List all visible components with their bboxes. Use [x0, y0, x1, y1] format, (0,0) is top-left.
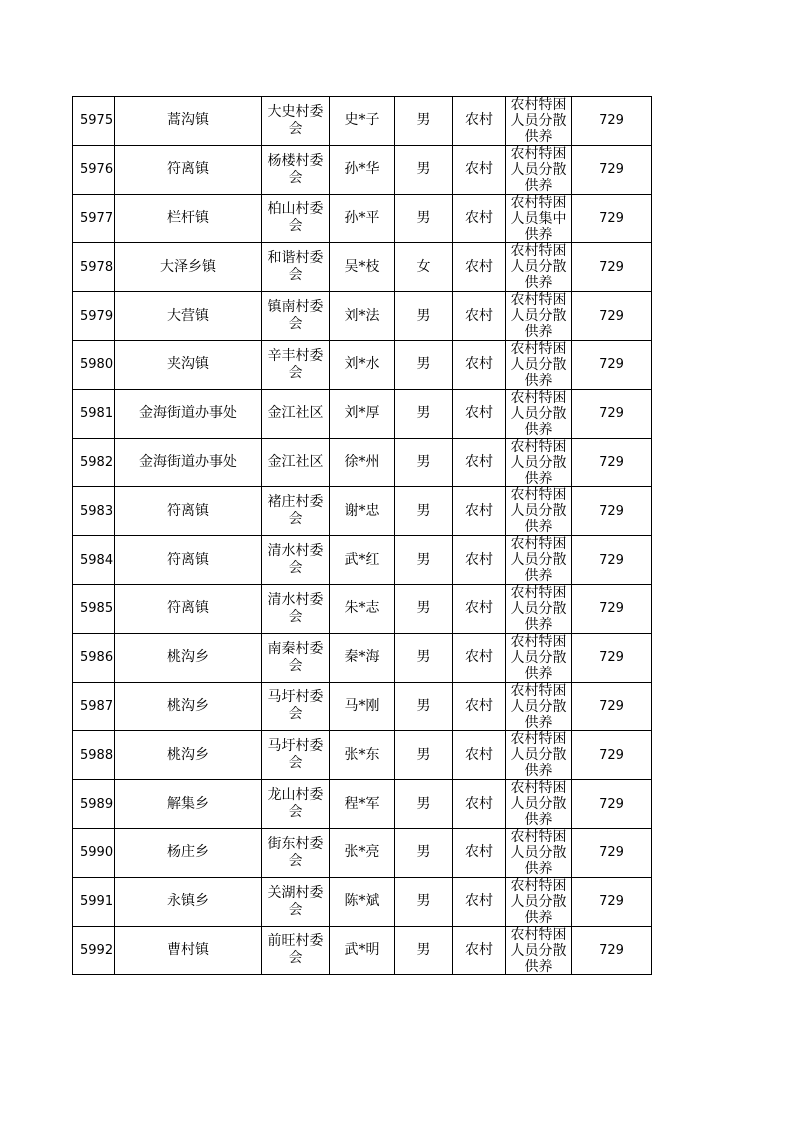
village-cell	[262, 828, 330, 877]
town-cell: 杨庄乡	[115, 828, 262, 877]
category-cell	[506, 877, 572, 926]
village-cell-text: 杨楼村委会	[267, 152, 324, 186]
village-cell	[262, 292, 330, 341]
category-cell	[506, 633, 572, 682]
category-cell	[506, 194, 572, 243]
town-cell: 解集乡	[115, 780, 262, 829]
gender-cell: 男	[395, 97, 453, 146]
gender-cell: 男	[395, 828, 453, 877]
category-cell	[506, 389, 572, 438]
name-cell: 刘*水	[330, 340, 395, 389]
name-cell: 程*军	[330, 780, 395, 829]
gender-cell: 男	[395, 389, 453, 438]
category-cell	[506, 97, 572, 146]
town-cell: 栏杆镇	[115, 194, 262, 243]
name-cell: 武*红	[330, 536, 395, 585]
residence-cell: 农村	[453, 243, 506, 292]
row-id-cell: 5981	[73, 389, 115, 438]
category-cell-text: 农村特困人员分散供养	[510, 584, 567, 631]
category-cell-text: 农村特困人员分散供养	[510, 145, 567, 192]
town-cell: 桃沟乡	[115, 682, 262, 731]
village-cell	[262, 97, 330, 146]
category-cell-text: 农村特困人员分散供养	[510, 97, 567, 143]
residence-cell: 农村	[453, 389, 506, 438]
table-row	[73, 243, 652, 292]
town-cell: 符离镇	[115, 145, 262, 194]
gender-cell: 男	[395, 780, 453, 829]
town-cell: 符离镇	[115, 584, 262, 633]
category-cell-text: 农村特困人员分散供养	[510, 438, 567, 485]
table-row	[73, 731, 652, 780]
town-cell: 蒿沟镇	[115, 97, 262, 146]
village-cell-text: 镇南村委会	[267, 299, 324, 333]
category-cell-text: 农村特困人员分散供养	[510, 389, 567, 436]
town-cell: 大营镇	[115, 292, 262, 341]
amount-cell: 729	[572, 340, 652, 389]
row-id-cell: 5977	[73, 194, 115, 243]
village-cell-text: 马圩村委会	[267, 689, 324, 723]
table-row	[73, 438, 652, 487]
category-cell	[506, 682, 572, 731]
table-row	[73, 97, 652, 146]
residence-cell: 农村	[453, 340, 506, 389]
amount-cell: 729	[572, 780, 652, 829]
name-cell: 孙*华	[330, 145, 395, 194]
gender-cell: 男	[395, 682, 453, 731]
residence-cell: 农村	[453, 97, 506, 146]
table-row	[73, 780, 652, 829]
table-row	[73, 926, 652, 975]
row-id-cell: 5985	[73, 584, 115, 633]
village-cell	[262, 877, 330, 926]
residence-cell: 农村	[453, 292, 506, 341]
village-cell-text: 辛丰村委会	[267, 347, 324, 381]
village-cell-text: 马圩村委会	[267, 738, 324, 772]
amount-cell: 729	[572, 194, 652, 243]
name-cell: 孙*平	[330, 194, 395, 243]
category-cell	[506, 145, 572, 194]
gender-cell: 男	[395, 194, 453, 243]
town-cell: 桃沟乡	[115, 633, 262, 682]
row-id-cell: 5975	[73, 97, 115, 146]
category-cell	[506, 292, 572, 341]
category-cell-text: 农村特困人员分散供养	[510, 487, 567, 534]
residence-cell: 农村	[453, 487, 506, 536]
amount-cell: 729	[572, 682, 652, 731]
village-cell	[262, 487, 330, 536]
town-cell: 桃沟乡	[115, 731, 262, 780]
category-cell-text: 农村特困人员集中供养	[510, 194, 567, 241]
category-cell-text: 农村特困人员分散供养	[510, 340, 567, 387]
gender-cell: 男	[395, 926, 453, 975]
amount-cell: 729	[572, 536, 652, 585]
gender-cell: 男	[395, 633, 453, 682]
residence-cell: 农村	[453, 584, 506, 633]
village-cell	[262, 438, 330, 487]
amount-cell: 729	[572, 438, 652, 487]
row-id-cell: 5976	[73, 145, 115, 194]
village-cell	[262, 731, 330, 780]
category-cell	[506, 487, 572, 536]
table-row	[73, 682, 652, 731]
village-cell-text: 清水村委会	[267, 543, 324, 577]
name-cell: 谢*忠	[330, 487, 395, 536]
village-cell-text: 大史村委会	[267, 103, 324, 137]
amount-cell: 729	[572, 926, 652, 975]
gender-cell: 男	[395, 731, 453, 780]
table-row	[73, 340, 652, 389]
gender-cell: 男	[395, 536, 453, 585]
row-id-cell: 5986	[73, 633, 115, 682]
name-cell: 史*子	[330, 97, 395, 146]
name-cell: 陈*斌	[330, 877, 395, 926]
row-id-cell: 5980	[73, 340, 115, 389]
category-cell-text: 农村特困人员分散供养	[510, 536, 567, 583]
town-cell: 符离镇	[115, 487, 262, 536]
name-cell: 朱*志	[330, 584, 395, 633]
residence-cell: 农村	[453, 682, 506, 731]
category-cell-text: 农村特困人员分散供养	[510, 243, 567, 290]
row-id-cell: 5992	[73, 926, 115, 975]
village-cell	[262, 926, 330, 975]
residence-cell: 农村	[453, 828, 506, 877]
name-cell: 秦*海	[330, 633, 395, 682]
village-cell-text: 清水村委会	[267, 591, 324, 625]
category-cell-text: 农村特困人员分散供养	[510, 633, 567, 680]
residence-cell: 农村	[453, 145, 506, 194]
village-cell	[262, 682, 330, 731]
category-cell-text: 农村特困人员分散供养	[510, 926, 567, 973]
gender-cell: 男	[395, 145, 453, 194]
category-cell-text: 农村特困人员分散供养	[510, 682, 567, 729]
village-cell-text: 金江社区	[267, 453, 324, 470]
village-cell-text: 柏山村委会	[267, 201, 324, 235]
table-row	[73, 292, 652, 341]
village-cell-text: 前旺村委会	[267, 933, 324, 967]
gender-cell: 男	[395, 438, 453, 487]
town-cell: 金海街道办事处	[115, 438, 262, 487]
name-cell: 刘*厚	[330, 389, 395, 438]
table-row	[73, 389, 652, 438]
category-cell	[506, 243, 572, 292]
table-row	[73, 877, 652, 926]
village-cell-text: 和谐村委会	[267, 250, 324, 284]
table-row	[73, 584, 652, 633]
village-cell	[262, 145, 330, 194]
category-cell	[506, 828, 572, 877]
amount-cell: 729	[572, 877, 652, 926]
gender-cell: 男	[395, 292, 453, 341]
name-cell: 武*明	[330, 926, 395, 975]
amount-cell: 729	[572, 828, 652, 877]
town-cell: 金海街道办事处	[115, 389, 262, 438]
amount-cell: 729	[572, 292, 652, 341]
amount-cell: 729	[572, 97, 652, 146]
table-row	[73, 536, 652, 585]
category-cell	[506, 438, 572, 487]
village-cell-text: 南秦村委会	[267, 640, 324, 674]
village-cell-text: 关湖村委会	[267, 884, 324, 918]
row-id-cell: 5982	[73, 438, 115, 487]
residence-cell: 农村	[453, 926, 506, 975]
row-id-cell: 5991	[73, 877, 115, 926]
town-cell: 符离镇	[115, 536, 262, 585]
village-cell-text: 褚庄村委会	[267, 494, 324, 528]
gender-cell: 女	[395, 243, 453, 292]
amount-cell: 729	[572, 633, 652, 682]
category-cell	[506, 926, 572, 975]
table-body	[73, 97, 652, 975]
residence-cell: 农村	[453, 780, 506, 829]
category-cell-text: 农村特困人员分散供养	[510, 877, 567, 924]
name-cell: 马*刚	[330, 682, 395, 731]
table-row	[73, 633, 652, 682]
village-cell-text: 龙山村委会	[267, 787, 324, 821]
amount-cell: 729	[572, 389, 652, 438]
row-id-cell: 5990	[73, 828, 115, 877]
name-cell: 吴*枝	[330, 243, 395, 292]
residence-cell: 农村	[453, 194, 506, 243]
category-cell-text: 农村特困人员分散供养	[510, 780, 567, 827]
row-id-cell: 5988	[73, 731, 115, 780]
relief-recipients-table	[72, 96, 652, 975]
amount-cell: 729	[572, 145, 652, 194]
category-cell	[506, 584, 572, 633]
village-cell	[262, 780, 330, 829]
village-cell	[262, 584, 330, 633]
row-id-cell: 5989	[73, 780, 115, 829]
category-cell	[506, 536, 572, 585]
town-cell: 夹沟镇	[115, 340, 262, 389]
table-row	[73, 487, 652, 536]
name-cell: 徐*州	[330, 438, 395, 487]
name-cell: 张*亮	[330, 828, 395, 877]
gender-cell: 男	[395, 584, 453, 633]
village-cell-text: 街东村委会	[267, 835, 324, 869]
category-cell-text: 农村特困人员分散供养	[510, 731, 567, 778]
residence-cell: 农村	[453, 731, 506, 780]
residence-cell: 农村	[453, 536, 506, 585]
table-row	[73, 194, 652, 243]
village-cell	[262, 243, 330, 292]
name-cell: 刘*法	[330, 292, 395, 341]
village-cell	[262, 536, 330, 585]
category-cell	[506, 340, 572, 389]
table-row	[73, 828, 652, 877]
village-cell	[262, 194, 330, 243]
gender-cell: 男	[395, 340, 453, 389]
row-id-cell: 5987	[73, 682, 115, 731]
village-cell	[262, 389, 330, 438]
town-cell: 永镇乡	[115, 877, 262, 926]
row-id-cell: 5983	[73, 487, 115, 536]
name-cell: 张*东	[330, 731, 395, 780]
town-cell: 曹村镇	[115, 926, 262, 975]
residence-cell: 农村	[453, 633, 506, 682]
row-id-cell: 5979	[73, 292, 115, 341]
town-cell: 大泽乡镇	[115, 243, 262, 292]
table-row	[73, 145, 652, 194]
gender-cell: 男	[395, 877, 453, 926]
gender-cell: 男	[395, 487, 453, 536]
amount-cell: 729	[572, 584, 652, 633]
category-cell-text: 农村特困人员分散供养	[510, 292, 567, 339]
category-cell	[506, 780, 572, 829]
village-cell	[262, 340, 330, 389]
amount-cell: 729	[572, 487, 652, 536]
category-cell	[506, 731, 572, 780]
amount-cell: 729	[572, 731, 652, 780]
category-cell-text: 农村特困人员分散供养	[510, 828, 567, 875]
row-id-cell: 5984	[73, 536, 115, 585]
village-cell	[262, 633, 330, 682]
row-id-cell: 5978	[73, 243, 115, 292]
residence-cell: 农村	[453, 438, 506, 487]
residence-cell: 农村	[453, 877, 506, 926]
village-cell-text: 金江社区	[267, 405, 324, 422]
amount-cell: 729	[572, 243, 652, 292]
